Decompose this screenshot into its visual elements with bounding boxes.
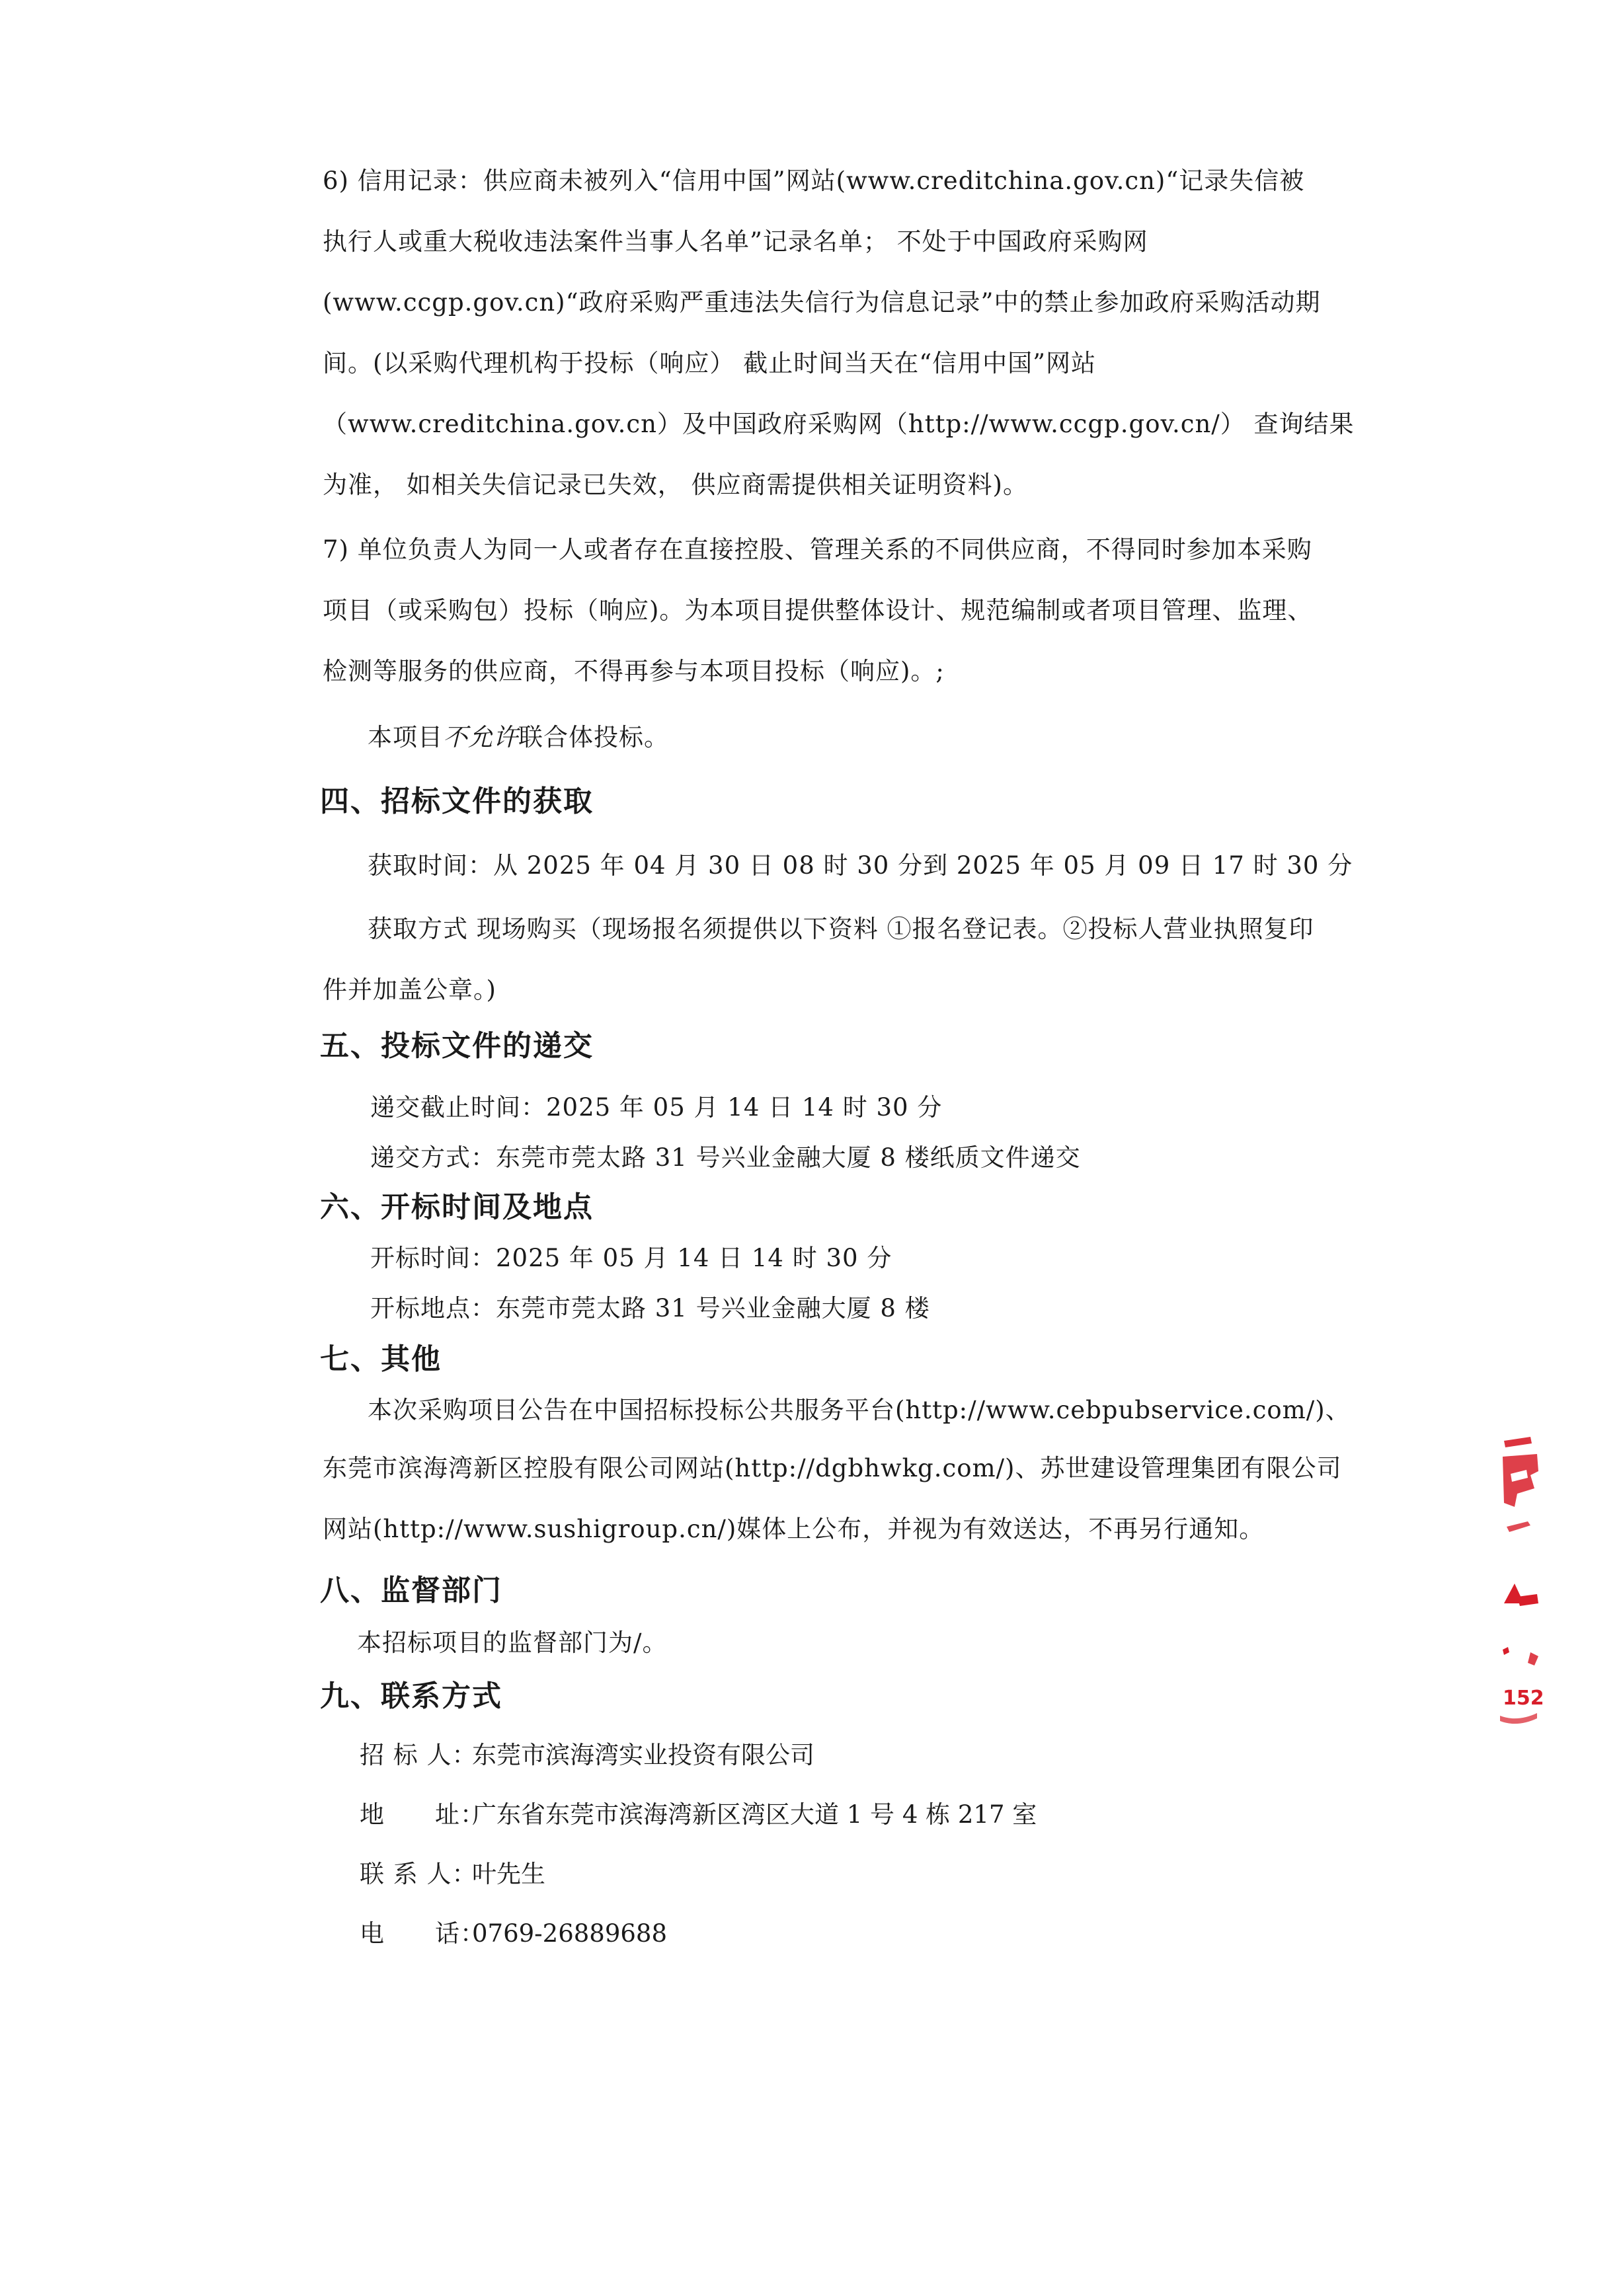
contact-label: 电 话： [360,1919,485,1948]
acquire-method-line-1: 获取方式 现场购买（现场报名须提供以下资料 ①报名登记表。②投标人营业执照复印 [368,915,1314,943]
consortium-prefix: 本项目 [368,723,443,751]
contact-row-person [360,1858,545,1890]
contact-row-tenderer [360,1740,814,1771]
acquire-method-line-2: 件并加盖公章。) [323,976,496,1004]
supplier-restriction-line-2: 项目（或采购包）投标（响应)。为本项目提供整体设计、规范编制或者项目管理、监理、 [323,596,1313,625]
section-6-heading: 六、开标时间及地点 [320,1190,594,1224]
other-line-1: 本次采购项目公告在中国招标投标公共服务平台(http://www.cebpubservice.com/)、 [368,1396,1351,1424]
opening-place: 开标地点：东莞市莞太路 31 号兴业金融大厦 8 楼 [370,1294,930,1322]
credit-record-line-5: （www.creditchina.gov.cn）及中国政府采购网（http://www.ccgp.gov.cn/） 查询结果 [323,410,1355,438]
contact-value: 广东省东莞市滨海湾新区湾区大道 1 号 4 栋 217 室 [472,1800,1037,1829]
contact-value: 东莞市滨海湾实业投资有限公司 [472,1741,814,1769]
section-8-heading: 八、监督部门 [320,1574,502,1607]
credit-record-line-1: 6) 信用记录：供应商未被列入“信用中国”网站(www.creditchina.gov.cn)“记录失信被 [323,167,1305,195]
section-5-heading: 五、投标文件的递交 [320,1029,594,1063]
seal-fragment-text: 152 [1503,1687,1544,1710]
contact-row-phone [360,1918,667,1950]
contact-row-address [360,1799,1037,1831]
contact-label: 联 系 人： [360,1860,477,1888]
section-7-heading: 七、其他 [320,1342,442,1376]
other-line-2: 东莞市滨海湾新区控股有限公司网站(http://dgbhwkg.com/)、苏世建设管理集团有限公司 [323,1454,1342,1482]
other-line-3: 网站(http://www.sushigroup.cn/)媒体上公布，并视为有效送达，不再另行通知。 [323,1515,1265,1543]
consortium-italic: 不允许 [443,723,518,751]
contact-label: 地 址： [360,1800,485,1829]
supervision-text: 本招标项目的监督部门为/。 [357,1628,668,1657]
credit-record-line-4: 间。(以采购代理机构于投标（响应） 截止时间当天在“信用中国”网站 [323,349,1097,377]
consortium-suffix: 联合体投标。 [518,723,669,751]
consortium-statement [368,722,669,753]
supplier-restriction-line-1: 7) 单位负责人为同一人或者存在直接控股、管理关系的不同供应商，不得同时参加本采购 [323,535,1312,564]
acquire-time: 获取时间：从 2025 年 04 月 30 日 08 时 30 分到 2025 年 05 月 09 日 17 时 30 分 [368,851,1353,880]
contact-value: 叶先生 [472,1860,545,1888]
contact-label: 招 标 人： [360,1741,477,1769]
seal-fragment [1491,1428,1570,1745]
section-4-heading: 四、招标文件的获取 [320,784,594,818]
contact-value: 0769-26889688 [472,1919,667,1948]
section-9-heading: 九、联系方式 [320,1679,502,1713]
submission-method: 递交方式：东莞市莞太路 31 号兴业金融大厦 8 楼纸质文件递交 [370,1143,1081,1172]
submission-deadline: 递交截止时间：2025 年 05 月 14 日 14 时 30 分 [370,1093,943,1122]
credit-record-line-2: 执行人或重大税收违法案件当事人名单”记录名单； 不处于中国政府采购网 [323,227,1148,256]
opening-time: 开标时间：2025 年 05 月 14 日 14 时 30 分 [370,1244,892,1272]
credit-record-line-6: 为准， 如相关失信记录已失效， 供应商需提供相关证明资料)。 [323,471,1028,499]
supplier-restriction-line-3: 检测等服务的供应商，不得再参与本项目投标（响应)。; [323,657,945,685]
credit-record-line-3: (www.ccgp.gov.cn)“政府采购严重违法失信行为信息记录”中的禁止参加政府采购活动期 [323,288,1321,317]
